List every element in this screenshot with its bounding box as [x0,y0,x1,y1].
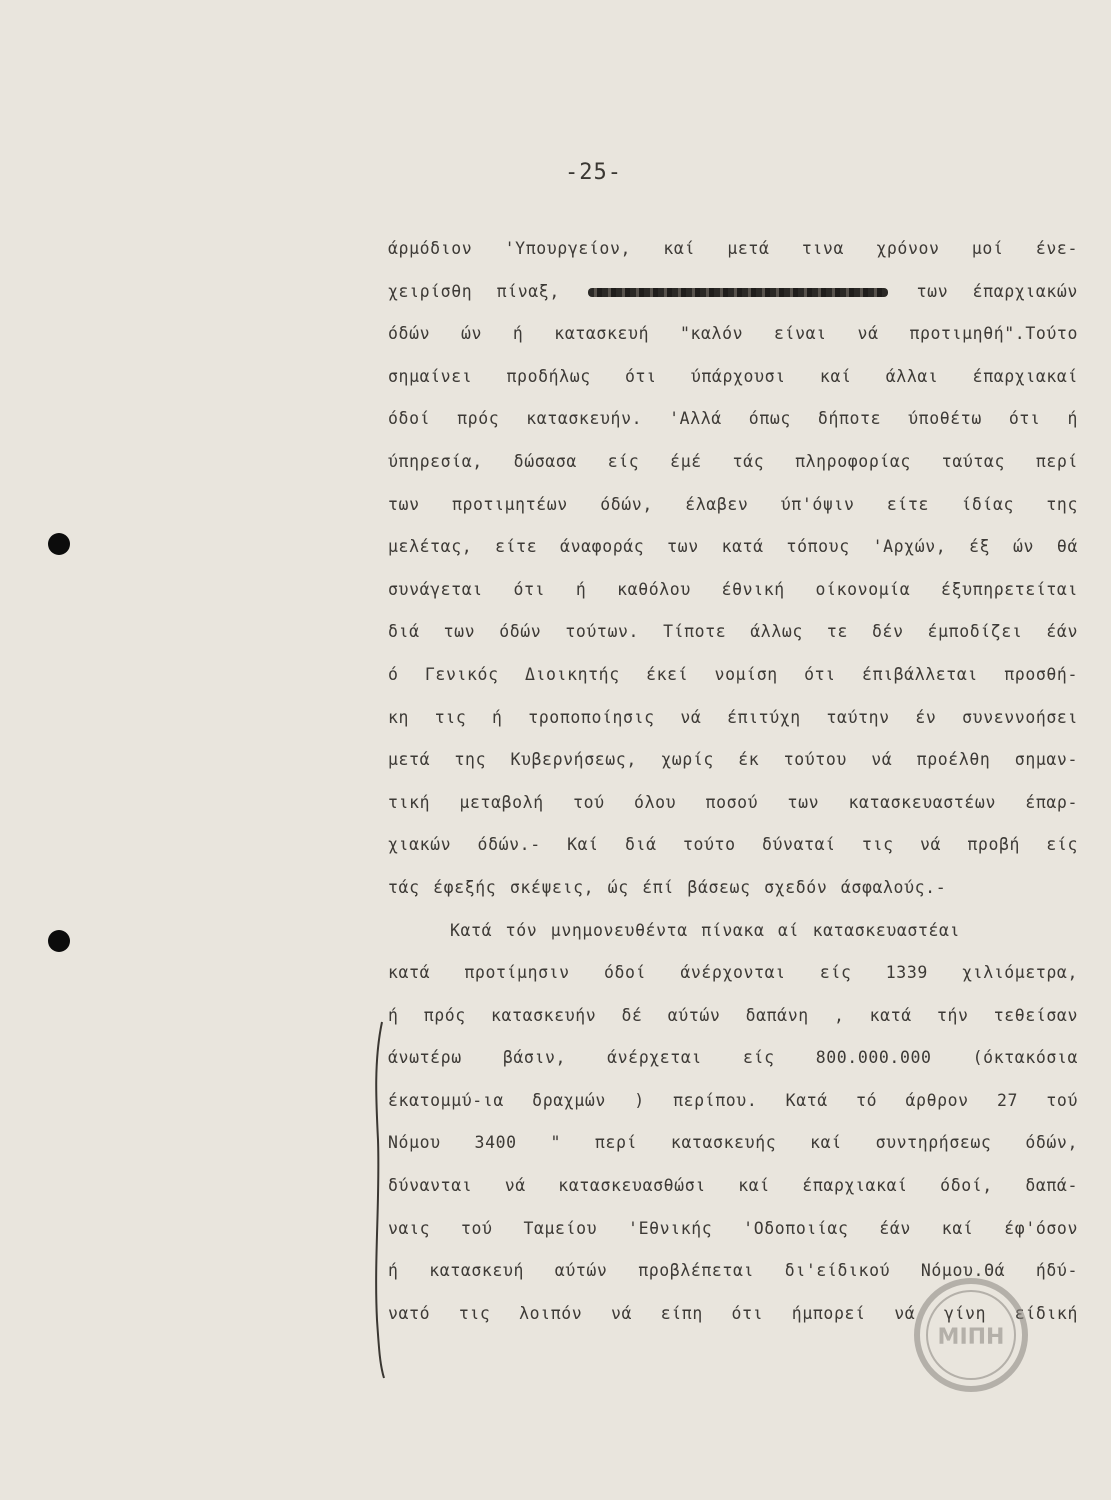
text-line: ή πρός κατασκευήν δέ αύτών δαπάνη , κατά τήν τεθείσαν [388,1005,1078,1025]
text-line: Νόμου 3400 " περί κατασκευής καί συντηρήσεως όδών, [388,1133,1078,1153]
text-line: μετά της Κυβερνήσεως, χωρίς έκ τούτου νά προέλθη σημαν- [388,750,1078,770]
text-line: Κατά τόν μνημονευθέντα πίνακα αί κατασκευαστέαι [450,920,961,940]
text-line: τάς έφεξής σκέψεις, ώς έπί βάσεως σχεδόν άσφαλούς.- [388,877,947,897]
text-line: μελέτας, είτε άναφοράς των κατά τόπους 'Αρχών, έξ ών θά [388,537,1078,557]
text-line: δύνανται νά κατασκευασθώσι καί έπαρχιακαί όδοί, δαπά- [388,1176,1078,1196]
text-line: ή κατασκευή αύτών προβλέπεται δι'είδικού Νόμου.Θά ήδύ- [388,1261,1078,1281]
text-line: ό Γενικός Διοικητής έκεί νομίση ότι έπιβάλλεται προσθή- [388,664,1078,684]
text-line: όδοί πρός κατασκευήν. 'Αλλά όπως δήποτε ύποθέτω ότι ή [388,409,1078,429]
page-number: -25- [565,160,622,185]
text-line: κατά προτίμησιν όδοί άνέρχονται είς 1339 χιλιόμετρα, [388,963,1078,983]
text-line: άνωτέρω βάσιν, άνέρχεται είς 800.000.000 (όκτακόσια [388,1048,1078,1068]
text-line: όδών ών ή κατασκευή "καλόν είναι νά προτιμηθή".Τούτο [388,324,1078,344]
body-text [388,228,1078,1335]
text-line: ύπηρεσία, δώσασα είς έμέ τάς πληροφορίας ταύτας περί [388,451,1078,471]
text-line: διά των όδών τούτων. Τίποτε άλλως τε δέν έμποδίζει έάν [388,622,1078,642]
text-line [388,271,1078,314]
stamp-text: ΜΙΠΗ [937,1325,1005,1350]
margin-bracket-mark [370,1020,388,1380]
text-segment: των έπαρχιακών [916,281,1078,301]
punch-hole [48,533,70,555]
archive-stamp [912,1276,1030,1394]
text-segment: χειρίσθη πίναξ, [388,281,560,301]
text-line: κη τις ή τροποποίησις νά έπιτύχη ταύτην έν συνεννοήσει [388,707,1078,727]
text-line: τική μεταβολή τού όλου ποσού των κατασκευαστέων έπαρ- [388,792,1078,812]
text-line: έκατομμύ-ια δραχμών ) περίπου. Κατά τό άρθρον 27 τού [388,1090,1078,1110]
punch-hole [48,930,70,952]
text-line: ναις τού Ταμείου 'Εθνικής 'Οδοποιίας έάν καί έφ'όσον [388,1218,1078,1238]
text-line: των προτιμητέων όδών, έλαβεν ύπ'όψιν είτε ίδίας της [388,494,1078,514]
text-line: άρμόδιον 'Υπουργείον, καί μετά τινα χρόνον μοί ένε- [388,239,1078,258]
text-line: σημαίνει προδήλως ότι ύπάρχουσι καί άλλαι έπαρχιακαί [388,366,1078,386]
redaction-strikeout [588,288,888,297]
text-line: χιακών όδών.- Καί διά τούτο δύναταί τις νά προβή είς [388,835,1078,855]
text-line: νατό τις λοιπόν νά είπη ότι ήμπορεί νά γίνη είδική [388,1303,1078,1323]
text-line: συνάγεται ότι ή καθόλου έθνική οίκονομία έξυπηρετείται [388,579,1078,599]
